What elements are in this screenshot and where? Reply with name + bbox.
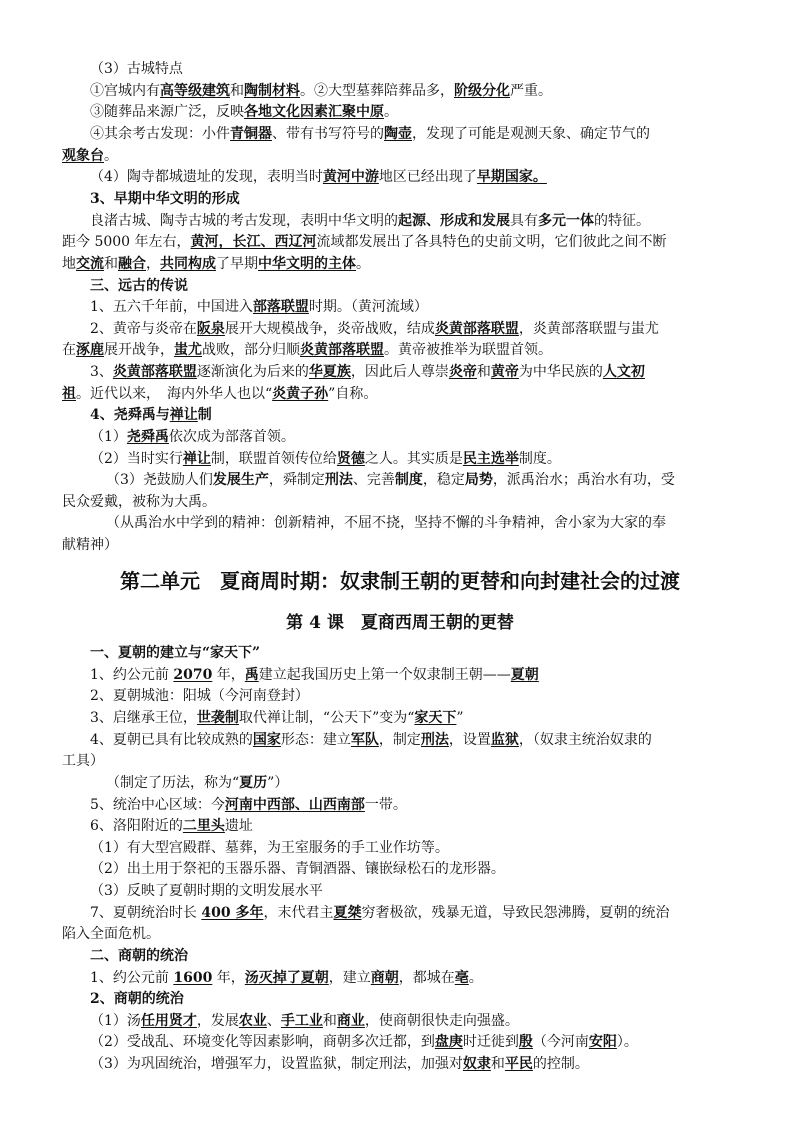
text-line: 7、夏朝统治时长 400 多年，末代君主夏桀穷奢极欲，残暴无道，导致民怨沸腾，夏朝的统治	[90, 905, 670, 921]
text-line: 3、炎黄部落联盟逐渐演化为后来的华夏族，因此后人尊崇炎帝和黄帝为中华民族的人文初	[90, 364, 645, 380]
text-line: ①宫城内有高等级建筑和陶制材料。②大型墓葬陪葬品多，阶级分化严重。	[90, 83, 552, 99]
text-line: （2）出土用于祭祀的玉器乐器、青铜酒器、镶嵌绿松石的龙形器。	[90, 861, 505, 877]
text-line: （1）汤任用贤才，发展农业、手工业和商业，使商朝很快走向强盛。	[90, 1013, 519, 1029]
text-line: （3）尧鼓励人们发展生产，舜制定刑法、完善制度，稳定局势，派禹治水；禹治水有功，受	[106, 472, 675, 488]
section-heading: 三、远古的传说	[90, 278, 188, 294]
text-line: 民众爱戴，被称为大禹。	[62, 494, 216, 510]
text-line: 1、五六千年前，中国进入部落联盟时期。（黄河流域）	[90, 299, 428, 315]
text-line: 1、约公元前 1600 年，汤灭掉了夏朝，建立商朝，都城在亳。	[90, 970, 483, 986]
section-heading: 一、夏朝的建立与“家天下”	[90, 645, 261, 661]
text-line: 3、启继承王位，世袭制取代禅让制，“公天下”变为“家天下”	[90, 710, 464, 726]
text-line: ④其余考古发现：小件青铜器、带有书写符号的陶壶，发现了可能是观测天象、确定节气的	[90, 126, 650, 142]
text-line: 2、夏朝城池：阳城（今河南登封）	[90, 688, 309, 704]
text-line: （1）尧舜禹依次成为部落首领。	[90, 429, 295, 445]
text-line: （制定了历法，称为“夏历”）	[106, 775, 289, 791]
text-line: （1）有大型宫殿群、墓葬，为王室服务的手工业作坊等。	[90, 840, 449, 856]
text-line: ③随葬品来源广泛，反映各地文化因素汇聚中原。	[90, 104, 398, 120]
section-heading: 3、早期中华文明的形成	[90, 191, 240, 207]
text-line: 观象台。	[62, 148, 118, 164]
text-line: （3）反映了夏朝时期的文明发展水平	[90, 883, 323, 899]
text-line: 6、洛阳附近的二里头遗址	[90, 818, 253, 834]
text-line: 献精神）	[62, 537, 118, 553]
section-heading: 4、尧舜禹与禅让制	[90, 407, 212, 423]
text-line: 5、统治中心区域：今河南中西部、山西南部一带。	[90, 797, 407, 813]
text-line: 良渚古城、陶寺古城的考古发现，表明中华文明的起源、形成和发展具有多元一体的特征。	[90, 213, 650, 229]
section-heading: 2、商朝的统治	[90, 991, 184, 1007]
text-line: 工具）	[62, 753, 104, 769]
text-line: 祖。近代以来， 海内外华人也以“炎黄子孙”自称。	[62, 386, 378, 402]
text-line: 在涿鹿展开战争，蚩尤战败，部分归顺炎黄部落联盟。黄帝被推举为联盟首领。	[62, 342, 552, 358]
text-line: （4）陶寺都城遗址的发现，表明当时黄河中游地区已经出现了早期国家。	[90, 169, 547, 185]
text-line: 4、夏朝已具有比较成熟的国家形态：建立军队，制定刑法，设置监狱，（奴隶主统治奴隶的	[90, 732, 652, 748]
text-line: （从禹治水中学到的精神：创新精神，不屈不挠，坚持不懈的斗争精神，舍小家为大家的奉	[106, 515, 666, 531]
text-line: 距今 5000 年左右，黄河，长江、西辽河流域都发展出了各具特色的史前文明，它们彼此之间不断	[62, 234, 667, 250]
text-line: （3）古城特点	[90, 61, 183, 77]
text-line: 1、约公元前 2070 年，禹建立起我国历史上第一个奴隶制王朝——夏朝	[90, 667, 539, 683]
section-heading: 二、商朝的统治	[90, 948, 188, 964]
text-line: （2）当时实行禅让制，联盟首领传位给贤德之人。其实质是民主选举制度。	[90, 451, 561, 467]
text-line: 陷入全面危机。	[62, 926, 160, 942]
text-line: 2、黄帝与炎帝在阪泉展开大规模战争，炎帝战败，结成炎黄部落联盟，炎黄部落联盟与蚩尤	[90, 321, 659, 337]
lesson-title: 第 4 课 夏商西周王朝的更替	[286, 613, 514, 633]
text-line: （3）为巩固统治，增强军力，设置监狱，制定刑法，加强对奴隶和平民的控制。	[90, 1056, 589, 1072]
text-line: （2）受战乱、环境变化等因素影响，商朝多次迁都，到盘庚时迁徙到殷（今河南安阳）。	[90, 1034, 638, 1050]
text-line: 地交流和融合，共同构成了早期中华文明的主体。	[62, 256, 370, 272]
unit-title: 第二单元 夏商周时期：奴隶制王朝的更替和向封建社会的过渡	[120, 569, 680, 593]
